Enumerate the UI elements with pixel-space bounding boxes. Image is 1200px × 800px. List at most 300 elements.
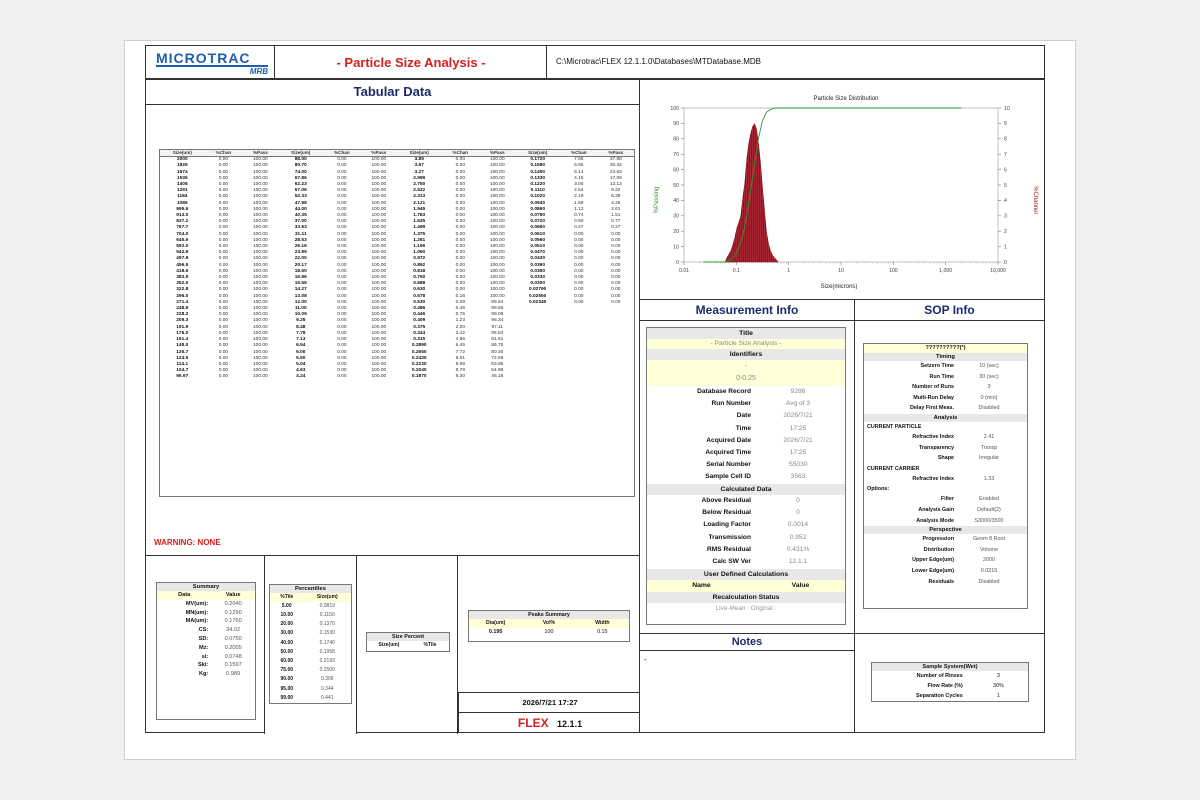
table-cell: 0.00 — [337, 157, 347, 163]
sop-value: 0 (min) — [980, 394, 998, 401]
table-cell: 0.00 — [337, 318, 347, 324]
table-cell: 0.00 — [611, 231, 621, 237]
table-cell: 100.00 — [489, 237, 505, 243]
footer-product: FLEX — [517, 716, 549, 730]
table-cell: 63.95 — [491, 361, 504, 367]
table-cell: 1.51 — [611, 213, 621, 219]
table-cell: 0.1020 — [530, 194, 546, 200]
table-cell: 14.27 — [294, 287, 307, 293]
table-cell: 100.00 — [371, 213, 387, 219]
table-cell: 0.00 — [337, 244, 347, 250]
table-cell: 0.00 — [455, 281, 465, 287]
table-cell: 0.0300 — [530, 281, 546, 287]
table-cell: 0.00 — [337, 175, 347, 181]
sample-system-label: Separation Cycles — [916, 693, 963, 699]
table-cell: 0.0940 — [530, 200, 546, 206]
table-cell: 0.375 — [413, 324, 426, 330]
summary-label: CS: — [198, 627, 209, 634]
table-cell: 100.00 — [371, 337, 387, 343]
notes-title: Notes — [731, 636, 763, 648]
tabular-header-cell: %Pass — [242, 150, 278, 157]
summary-label: si: — [201, 653, 209, 660]
size-percent-size-header: Size(um) — [378, 642, 400, 648]
table-cell: 0.00 — [218, 250, 229, 256]
info-value: 0.0014 — [787, 521, 809, 529]
table-cell: 0.75 — [455, 312, 465, 318]
table-cell: 100.00 — [253, 194, 268, 200]
table-cell: 0.0720 — [530, 219, 546, 225]
table-cell: 0.409 — [413, 318, 426, 324]
table-cell: 16.96 — [294, 275, 307, 281]
table-cell: 100.00 — [489, 157, 505, 163]
table-cell: 1.499 — [413, 225, 426, 231]
sop-area — [854, 321, 1045, 635]
info-value: 0.952 — [789, 533, 807, 541]
info-row — [647, 447, 837, 459]
table-row — [160, 157, 634, 164]
udc-columns — [647, 580, 845, 592]
info-row — [647, 459, 837, 471]
table-cell: 0.00 — [218, 200, 229, 206]
table-cell: 271.4 — [176, 299, 189, 305]
tabular-header-cell: %Chan — [560, 150, 598, 157]
info-value: 0.431% — [786, 545, 810, 553]
table-cell: 1.261 — [413, 237, 426, 243]
table-cell: 0.00 — [574, 237, 584, 243]
sop-row — [864, 443, 1027, 454]
table-cell: 100.00 — [371, 268, 387, 274]
size-percent-columns — [367, 641, 449, 650]
table-cell: 0.02340 — [529, 299, 547, 305]
info-value: S5030 — [788, 461, 808, 469]
percentile-size: 0.2193 — [319, 658, 335, 665]
sop-label: Analysis Gain — [918, 506, 954, 513]
percentile-row — [270, 648, 351, 657]
summary-row — [157, 670, 255, 679]
table-cell: 0.00 — [574, 287, 584, 293]
table-cell: 100.00 — [371, 231, 387, 237]
percentile-size: 0.1740 — [319, 639, 335, 646]
table-cell: 0.00 — [337, 188, 347, 194]
table-cell: 542.9 — [176, 250, 189, 256]
percentile-tile: 60.00 — [280, 658, 294, 665]
table-cell: 8.61 — [455, 355, 465, 361]
percentile-row — [270, 675, 351, 684]
y2-tick-label: 9 — [1004, 121, 1007, 128]
table-cell: 104.7 — [176, 368, 189, 374]
calculated-data-header: Calculated Data — [647, 484, 845, 495]
measurement-title-header: Title — [647, 328, 845, 339]
table-cell: 100.00 — [371, 324, 387, 330]
bottom-area — [145, 555, 640, 733]
table-cell: 0.27 — [574, 225, 584, 231]
table-row — [160, 374, 634, 380]
table-cell: 100.00 — [253, 157, 268, 163]
table-cell: 0.00 — [218, 349, 229, 355]
table-cell: 99.55 — [491, 306, 504, 312]
y2-tick-label: 6 — [1004, 167, 1007, 174]
summary-row — [157, 661, 255, 670]
tabular-header-cell: %Chan — [323, 150, 361, 157]
table-cell: 0.00 — [611, 256, 621, 262]
table-cell: 114.1 — [176, 361, 189, 367]
table-cell: 0.02790 — [529, 287, 547, 293]
sample-system-rows — [872, 671, 1028, 701]
percentile-size: 0.0819 — [319, 602, 335, 609]
sop-analysis-header: Analysis — [864, 414, 1027, 422]
sop-label: Transparency — [918, 444, 954, 451]
tabular-table-frame — [159, 149, 635, 497]
summary-value: 0.2005 — [224, 644, 242, 651]
table-cell: 0.00 — [337, 337, 347, 343]
table-cell: 7.65 — [574, 157, 584, 163]
info-label: Acquired Date — [706, 436, 751, 444]
particle-size-chart — [640, 80, 1044, 300]
info-row — [647, 544, 837, 556]
summary-row — [157, 600, 255, 609]
measurement-table — [646, 327, 846, 625]
summary-title: Summary — [157, 583, 255, 591]
table-cell: 0.00 — [337, 330, 347, 336]
table-cell: 0.00 — [455, 268, 465, 274]
percentiles-panel — [264, 556, 357, 734]
tabular-header-cell: %Pass — [479, 150, 515, 157]
table-cell: 0.0390 — [530, 262, 546, 268]
table-cell: 0.00 — [218, 262, 229, 268]
table-cell: 30.32 — [609, 163, 622, 169]
summary-value: 0.0750 — [224, 635, 242, 642]
y-tick-label: 60 — [673, 167, 679, 174]
table-cell: 0.750 — [413, 275, 426, 281]
recalc-header: Recalculation Status — [647, 592, 845, 603]
table-cell: 18.50 — [294, 268, 307, 274]
table-cell: 0.00 — [218, 361, 229, 367]
table-cell: 46.18 — [491, 374, 504, 380]
table-cell: 0.00 — [218, 175, 229, 181]
table-cell: 23.63 — [609, 169, 622, 175]
table-cell: 3.00 — [574, 182, 584, 188]
chart-title: Particle Size Distribution — [813, 96, 879, 102]
sop-value: 0.0215 — [980, 567, 998, 574]
table-cell: 17.09 — [609, 175, 622, 181]
table-cell: 100.00 — [253, 330, 268, 336]
table-cell: 100.00 — [253, 244, 268, 250]
table-cell: 10.09 — [294, 312, 307, 318]
table-cell: 0.00 — [455, 225, 465, 231]
table-cell: 100.00 — [253, 268, 268, 274]
table-cell: 0.00 — [218, 275, 229, 281]
table-cell: 100.00 — [253, 169, 268, 175]
sop-name: ??????????(*) — [864, 344, 1027, 353]
table-cell: 0.00 — [218, 343, 229, 349]
percentile-tile: 20.00 — [280, 621, 294, 628]
table-cell: 135.7 — [176, 349, 189, 355]
info-label: Above Residual — [701, 497, 751, 504]
table-cell: 100.00 — [489, 219, 505, 225]
sop-value: 10 (sec) — [979, 363, 999, 369]
table-cell: 1826 — [176, 163, 188, 169]
peaks-row — [469, 628, 629, 637]
table-cell: 80.30 — [491, 349, 504, 355]
sop-value: Disabled — [978, 578, 1000, 585]
y2-tick-label: 3 — [1004, 213, 1007, 220]
percentile-size: 0.2500 — [319, 667, 335, 674]
table-cell: 1184 — [177, 194, 188, 200]
table-cell: 322.8 — [176, 287, 189, 293]
y-tick-label: 40 — [673, 198, 679, 205]
sop-timing-rows — [864, 361, 1027, 414]
table-cell: 0.00 — [218, 256, 229, 262]
table-cell: 100.00 — [253, 374, 268, 380]
percentile-row — [270, 666, 351, 675]
summary-row — [157, 609, 255, 618]
table-cell: 0.00 — [574, 262, 584, 268]
info-label: RMS Residual — [707, 545, 751, 553]
table-cell: 0.00 — [218, 194, 229, 200]
percentile-tile: 75.00 — [280, 667, 294, 674]
percentile-tile: 90.00 — [280, 676, 294, 683]
sample-system-title: Sample System(Wet) — [872, 663, 1028, 671]
table-cell: 0.00 — [218, 337, 229, 343]
sop-label: Distribution — [923, 546, 954, 553]
chart-ylabel: %Passing — [654, 186, 660, 214]
table-cell: 100.00 — [253, 231, 268, 237]
measurement-rows — [647, 386, 845, 484]
y-tick-label: 80 — [673, 136, 679, 143]
sop-label: Analysis Mode — [916, 517, 954, 524]
table-cell: 3.42 — [455, 330, 465, 336]
table-cell: 0.2650 — [411, 349, 427, 355]
table-cell: 100.00 — [371, 163, 387, 169]
percentile-tile: 99.00 — [280, 694, 294, 701]
table-cell: 0.00 — [218, 306, 229, 312]
table-cell: 0.00 — [218, 182, 229, 188]
channel-area-series — [721, 124, 778, 262]
table-cell: 100.00 — [489, 231, 505, 237]
tabular-header-cell: %Chan — [442, 150, 480, 157]
table-cell: 100.00 — [489, 188, 505, 194]
percentile-row — [270, 611, 351, 620]
table-cell: 1674 — [176, 169, 188, 175]
chart-y2label: %Channel — [1032, 186, 1038, 214]
table-cell: 0.00 — [611, 262, 621, 268]
summary-panel — [156, 582, 256, 720]
info-label: Below Residual — [702, 509, 751, 517]
sop-row — [864, 453, 1027, 464]
tabular-header-cell: %Chan — [205, 150, 243, 157]
table-cell: 0.00 — [337, 219, 347, 225]
table-cell: 4.16 — [574, 175, 584, 181]
table-cell: 100.00 — [253, 225, 268, 231]
table-cell: 0.00 — [337, 231, 347, 237]
percentile-size: 0.1370 — [319, 621, 335, 628]
table-cell: 0.00 — [455, 275, 465, 281]
table-cell: 11.00 — [294, 306, 307, 312]
table-cell: 100.00 — [371, 194, 387, 200]
table-cell: 13.08 — [294, 293, 307, 299]
table-cell: 2.19 — [574, 194, 584, 200]
y2-tick-label: 1 — [1004, 244, 1007, 251]
table-cell: 0.00 — [611, 275, 621, 281]
table-cell: 100.00 — [371, 330, 387, 336]
peaks-summary-table — [468, 610, 630, 642]
info-row — [647, 386, 837, 398]
table-cell: 1.945 — [413, 206, 426, 212]
table-cell: 0.00 — [337, 225, 347, 231]
table-cell: 8.99 — [455, 361, 465, 367]
table-cell: 100.00 — [371, 206, 387, 212]
info-label: Calc SW Ver — [712, 558, 751, 566]
table-cell: 100.00 — [253, 275, 268, 281]
table-cell: 0.00 — [455, 219, 465, 225]
sop-timing-header: Timing — [864, 353, 1027, 361]
table-cell: 0.27 — [611, 225, 621, 231]
table-cell: 0.00 — [218, 244, 229, 250]
table-cell: 0.00 — [337, 194, 347, 200]
table-cell: 6.00 — [296, 349, 306, 355]
table-cell: 0.00 — [218, 268, 229, 274]
y-tick-label: 30 — [673, 213, 679, 220]
table-cell: 0.818 — [413, 268, 426, 274]
info-value: 0 — [796, 509, 800, 517]
table-cell: 9.25 — [296, 318, 306, 324]
table-cell: 0.00 — [337, 281, 347, 287]
sop-particle-rows — [864, 432, 1027, 464]
y2-tick-label: 4 — [1004, 198, 1007, 205]
info-value: 2026/7/21 — [783, 436, 813, 444]
sop-row — [864, 494, 1027, 505]
table-cell: 0.00 — [455, 287, 465, 293]
percentiles-table — [270, 593, 351, 703]
summary-value: 0.1290 — [224, 609, 242, 616]
table-cell: 837.2 — [176, 219, 189, 225]
table-cell: 704.0 — [176, 231, 189, 237]
sop-label: Residuals — [928, 578, 954, 585]
summary-value: 0.989 — [226, 671, 241, 678]
summary-data-header: Data — [178, 592, 191, 598]
table-cell: 100.00 — [253, 299, 268, 305]
table-cell: 0.1220 — [530, 182, 546, 188]
table-cell: 0.0430 — [530, 256, 546, 262]
table-cell: 0.00 — [455, 169, 465, 175]
table-cell: 1.635 — [413, 219, 426, 225]
info-row — [647, 507, 837, 519]
sop-perspective-header: Perspective — [864, 526, 1027, 534]
table-cell: 100.00 — [371, 374, 387, 380]
table-cell: 100.00 — [371, 244, 387, 250]
table-cell: 100.00 — [489, 275, 505, 281]
table-cell: 0.00 — [337, 262, 347, 268]
header-bar — [145, 45, 1045, 79]
table-cell: 0.00 — [218, 312, 229, 318]
table-cell: 100.00 — [371, 349, 387, 355]
table-cell: 0.00 — [218, 293, 229, 299]
table-cell: 100.00 — [253, 256, 268, 262]
table-cell: 99.84 — [491, 299, 504, 305]
y2-tick-label: 10 — [1004, 105, 1010, 112]
table-cell: 2.313 — [413, 194, 426, 200]
tabular-table — [160, 150, 634, 381]
table-cell: 91.61 — [491, 337, 504, 343]
table-cell: 0.0360 — [530, 268, 546, 274]
measurement-area — [639, 321, 855, 633]
table-cell: 100.00 — [371, 169, 387, 175]
sop-value: Irregular — [978, 455, 1000, 462]
table-cell: 100.00 — [489, 287, 505, 293]
table-cell: 0.00 — [455, 182, 465, 188]
info-value: 17:25 — [789, 449, 807, 457]
sample-system-row — [872, 671, 1028, 681]
table-cell: 100.00 — [371, 182, 387, 188]
percentile-row — [270, 685, 351, 694]
table-cell: 209.3 — [176, 318, 189, 324]
table-cell: 100.00 — [253, 337, 268, 343]
y2-tick-label: 5 — [1004, 182, 1007, 189]
y-tick-label: 90 — [673, 121, 679, 128]
table-cell: 1.375 — [413, 231, 426, 237]
info-row — [647, 435, 837, 447]
table-cell: 2.522 — [413, 188, 426, 194]
table-cell: 100.00 — [371, 256, 387, 262]
table-cell: 80.70 — [294, 163, 307, 169]
table-cell: 0.50 — [574, 219, 584, 225]
recalc-value: Live-Mean : Original : — [715, 605, 777, 612]
sample-system-value: 3 — [996, 673, 1000, 679]
table-cell: 62.23 — [294, 182, 307, 188]
table-cell: 37.88 — [609, 157, 622, 163]
table-cell: 100.00 — [371, 219, 387, 225]
table-cell: 0.00 — [611, 250, 621, 256]
summary-row — [157, 644, 255, 653]
tabular-header-cell: %Pass — [361, 150, 397, 157]
percentiles-tile-header: %Tile — [280, 594, 294, 600]
measurement-title: Measurement Info — [695, 303, 799, 317]
table-cell: 0.00 — [455, 175, 465, 181]
sop-row — [864, 474, 1027, 485]
table-cell: 0.00 — [337, 250, 347, 256]
table-cell: 0.00 — [611, 244, 621, 250]
table-cell: 0.1330 — [530, 175, 546, 181]
table-cell: 7.72 — [455, 349, 465, 355]
sop-label: Number of Runs — [912, 384, 954, 391]
table-cell: 100.00 — [253, 287, 268, 293]
summary-value: 0.1597 — [224, 662, 242, 669]
summary-value: 0.0748 — [224, 653, 242, 660]
table-cell: 0.00 — [455, 157, 465, 163]
x-tick-label: 0.01 — [678, 268, 690, 274]
sop-carrier-header: CURRENT CARRIER — [867, 465, 920, 472]
table-cell: 0.02550 — [529, 293, 547, 299]
table-cell: 161.4 — [176, 337, 189, 343]
table-cell: 0.00 — [455, 237, 465, 243]
percentile-row — [270, 629, 351, 638]
table-cell: 67.86 — [294, 175, 307, 181]
percentile-tile: 30.00 — [280, 630, 294, 637]
table-cell: 7.13 — [296, 337, 306, 343]
peaks-vol-header: Vol% — [542, 620, 556, 626]
info-value: 9286 — [790, 388, 806, 395]
summary-label: MA(um): — [185, 618, 209, 625]
sop-carrier-rows — [864, 474, 1027, 485]
table-cell: 0.00 — [218, 213, 229, 219]
sop-particle-header: CURRENT PARTICLE — [867, 423, 922, 430]
table-cell: 100.00 — [253, 219, 268, 225]
percentile-row — [270, 657, 351, 666]
table-cell: 0.00 — [611, 299, 621, 305]
footer-version-cell — [458, 712, 641, 733]
table-cell: 88.00 — [294, 157, 307, 163]
table-cell: 8.30 — [455, 374, 465, 380]
